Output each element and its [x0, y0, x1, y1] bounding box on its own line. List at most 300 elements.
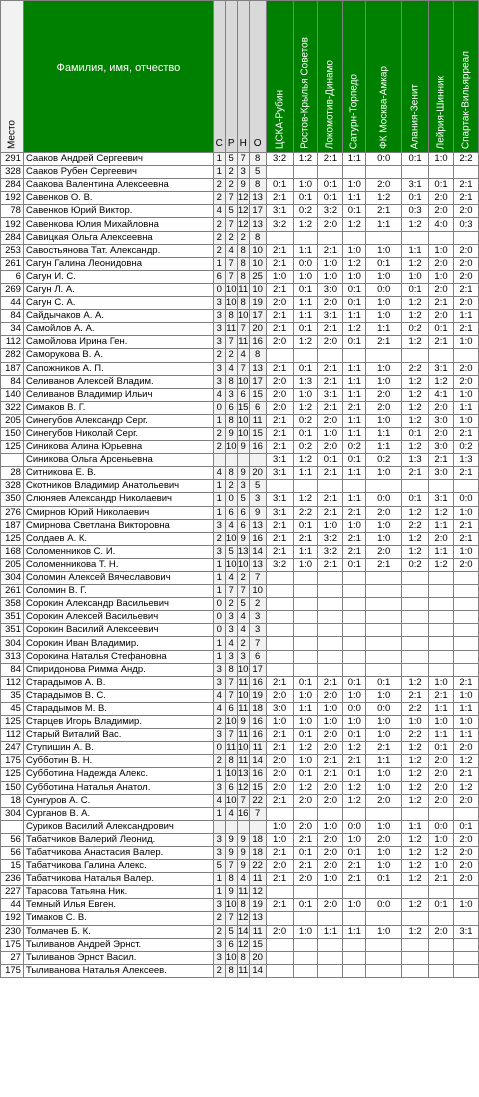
prediction-cell[interactable]: 2:0: [429, 925, 454, 938]
prediction-cell[interactable]: 2:1: [266, 899, 293, 912]
name-cell[interactable]: Савенков О. В.: [23, 192, 213, 205]
prediction-cell[interactable]: [453, 637, 478, 650]
prediction-cell[interactable]: 1:1: [402, 820, 429, 833]
prediction-cell[interactable]: 0:1: [343, 336, 366, 349]
prediction-cell[interactable]: 1:0: [366, 729, 402, 742]
stat-cell[interactable]: 2: [213, 179, 225, 192]
stat-cell[interactable]: 3: [213, 362, 225, 375]
stat-cell[interactable]: 8: [237, 951, 249, 964]
prediction-cell[interactable]: [318, 807, 343, 820]
prediction-cell[interactable]: [429, 598, 454, 611]
stat-cell[interactable]: 3: [213, 938, 225, 951]
prediction-cell[interactable]: [429, 886, 454, 899]
prediction-cell[interactable]: 1:0: [343, 179, 366, 192]
prediction-cell[interactable]: 0:1: [402, 153, 429, 166]
stat-cell[interactable]: 9: [225, 833, 237, 846]
stat-cell[interactable]: 13: [249, 519, 266, 532]
prediction-cell[interactable]: [343, 624, 366, 637]
prediction-cell[interactable]: 2:1: [266, 742, 293, 755]
prediction-cell[interactable]: [293, 166, 318, 179]
prediction-cell[interactable]: 2:0: [318, 218, 343, 231]
prediction-cell[interactable]: 1:0: [318, 257, 343, 270]
prediction-cell[interactable]: [366, 611, 402, 624]
prediction-cell[interactable]: [293, 637, 318, 650]
prediction-cell[interactable]: 2:0: [318, 860, 343, 873]
prediction-cell[interactable]: [453, 663, 478, 676]
prediction-cell[interactable]: 2:1: [429, 454, 454, 467]
stat-cell[interactable]: 2: [213, 964, 225, 977]
stat-cell[interactable]: 3: [213, 951, 225, 964]
stat-cell[interactable]: 3: [213, 729, 225, 742]
prediction-cell[interactable]: 3:2: [318, 532, 343, 545]
place-cell[interactable]: 18: [1, 794, 24, 807]
stat-cell[interactable]: 4: [225, 244, 237, 257]
name-cell[interactable]: Табатчикова Галина Алекс.: [23, 860, 213, 873]
stat-cell[interactable]: 13: [237, 545, 249, 557]
name-cell[interactable]: Ситникова Е. В.: [23, 467, 213, 480]
prediction-cell[interactable]: 1:0: [293, 270, 318, 283]
stat-cell[interactable]: 2: [237, 572, 249, 585]
prediction-cell[interactable]: 1:2: [402, 532, 429, 545]
prediction-cell[interactable]: [343, 349, 366, 362]
prediction-cell[interactable]: 2:1: [266, 427, 293, 440]
prediction-cell[interactable]: 2:1: [266, 362, 293, 375]
prediction-cell[interactable]: [402, 624, 429, 637]
prediction-cell[interactable]: [266, 611, 293, 624]
prediction-cell[interactable]: 2:2: [402, 702, 429, 715]
match-header-3[interactable]: [318, 1, 343, 153]
prediction-cell[interactable]: 1:2: [402, 257, 429, 270]
prediction-cell[interactable]: 2:1: [429, 689, 454, 702]
place-header[interactable]: [1, 1, 24, 153]
prediction-cell[interactable]: 2:0: [318, 729, 343, 742]
stat-cell[interactable]: 10: [237, 375, 249, 387]
prediction-cell[interactable]: [366, 637, 402, 650]
prediction-cell[interactable]: [343, 807, 366, 820]
stat-cell[interactable]: 22: [249, 794, 266, 807]
prediction-cell[interactable]: 1:0: [366, 270, 402, 283]
prediction-cell[interactable]: 0:1: [429, 323, 454, 336]
stat-cell[interactable]: 10: [249, 244, 266, 257]
prediction-cell[interactable]: 1:0: [453, 899, 478, 912]
stat-cell[interactable]: 8: [249, 231, 266, 244]
stat-cell[interactable]: 11: [249, 742, 266, 755]
prediction-cell[interactable]: 0:0: [453, 493, 478, 506]
stat-cell[interactable]: 8: [237, 257, 249, 270]
prediction-cell[interactable]: 1:2: [429, 375, 454, 388]
stat-cell[interactable]: 3: [213, 676, 225, 689]
name-cell[interactable]: Сааков Андрей Сергеевич: [23, 153, 213, 166]
prediction-cell[interactable]: 0:1: [266, 179, 293, 192]
prediction-cell[interactable]: 0:2: [293, 205, 318, 218]
stat-cell[interactable]: 0: [225, 493, 237, 506]
prediction-cell[interactable]: 0:1: [318, 179, 343, 192]
prediction-cell[interactable]: 0:1: [343, 846, 366, 859]
prediction-cell[interactable]: [429, 938, 454, 951]
place-cell[interactable]: [1, 454, 24, 467]
stat-cell[interactable]: 4: [213, 467, 225, 480]
stat-cell[interactable]: 0: [213, 624, 225, 637]
name-cell[interactable]: Старадымов А. В.: [23, 676, 213, 689]
stat-cell[interactable]: 16: [249, 716, 266, 729]
prediction-cell[interactable]: 2:0: [293, 794, 318, 807]
stat-cell[interactable]: 11: [238, 702, 249, 714]
prediction-cell[interactable]: 1:0: [318, 519, 343, 532]
stat-cell[interactable]: 10: [237, 558, 249, 570]
prediction-cell[interactable]: 2:0: [366, 506, 402, 519]
prediction-cell[interactable]: 2:1: [266, 283, 293, 296]
prediction-cell[interactable]: [343, 951, 366, 964]
stat-cell[interactable]: 4: [225, 637, 237, 650]
prediction-cell[interactable]: 1:2: [343, 781, 366, 794]
prediction-cell[interactable]: 2:0: [266, 768, 293, 781]
stat-cell[interactable]: 2: [213, 441, 225, 454]
prediction-cell[interactable]: 0:1: [293, 362, 318, 375]
stat-cell[interactable]: 16: [249, 336, 266, 349]
stat-cell[interactable]: 3: [249, 624, 266, 637]
prediction-cell[interactable]: 0:1: [453, 820, 478, 833]
prediction-cell[interactable]: 3:2: [266, 218, 293, 231]
prediction-cell[interactable]: 2:0: [293, 820, 318, 833]
prediction-cell[interactable]: 2:2: [402, 519, 429, 532]
prediction-cell[interactable]: 2:1: [453, 532, 478, 545]
stat-cell[interactable]: 10: [225, 899, 237, 911]
stat-cell[interactable]: 5: [249, 480, 266, 493]
stat-cell[interactable]: 2: [213, 349, 225, 362]
place-cell[interactable]: 45: [1, 702, 24, 715]
prediction-cell[interactable]: [266, 650, 293, 663]
prediction-cell[interactable]: [429, 663, 454, 676]
prediction-cell[interactable]: [453, 964, 478, 977]
stat-cell[interactable]: 3: [225, 650, 237, 663]
name-cell[interactable]: Синегубов Николай Серг.: [23, 427, 213, 440]
prediction-cell[interactable]: 2:0: [429, 781, 454, 794]
prediction-cell[interactable]: 2:0: [366, 833, 402, 846]
place-cell[interactable]: 6: [1, 270, 24, 283]
stat-cell[interactable]: 8: [225, 467, 237, 480]
prediction-cell[interactable]: [402, 166, 429, 179]
prediction-cell[interactable]: 1:0: [366, 519, 402, 532]
prediction-cell[interactable]: [402, 938, 429, 951]
stat-cell[interactable]: 6: [225, 781, 237, 794]
prediction-cell[interactable]: [266, 912, 293, 925]
name-cell[interactable]: Синегубов Александр Серг.: [23, 414, 213, 427]
place-cell[interactable]: 328: [1, 480, 24, 493]
prediction-cell[interactable]: 2:1: [453, 323, 478, 336]
prediction-cell[interactable]: 2:1: [318, 244, 343, 257]
prediction-cell[interactable]: [366, 650, 402, 663]
prediction-cell[interactable]: [343, 964, 366, 977]
prediction-cell[interactable]: 0:1: [429, 742, 454, 755]
stat-cell[interactable]: 25: [249, 270, 266, 283]
prediction-cell[interactable]: 1:2: [402, 336, 429, 349]
stat-cell[interactable]: 2: [213, 912, 225, 925]
prediction-cell[interactable]: 1:0: [453, 506, 478, 519]
prediction-cell[interactable]: 1:0: [429, 716, 454, 729]
stat-cell[interactable]: 6: [225, 506, 237, 519]
stat-cell[interactable]: 2: [237, 637, 249, 650]
name-cell[interactable]: Суриков Василий Александрович: [23, 820, 213, 833]
name-cell[interactable]: Табатчиков Валерий Леонид.: [23, 833, 213, 846]
prediction-cell[interactable]: 2:1: [318, 401, 343, 414]
prediction-cell[interactable]: [366, 951, 402, 964]
prediction-cell[interactable]: 2:0: [429, 794, 454, 807]
place-cell[interactable]: 34: [1, 323, 24, 336]
prediction-cell[interactable]: [402, 480, 429, 493]
prediction-cell[interactable]: 2:1: [318, 755, 343, 768]
prediction-cell[interactable]: 0:1: [293, 768, 318, 781]
prediction-cell[interactable]: 1:2: [402, 794, 429, 807]
prediction-cell[interactable]: [453, 166, 478, 179]
stat-cell[interactable]: 7: [237, 362, 249, 375]
prediction-cell[interactable]: [402, 231, 429, 244]
prediction-cell[interactable]: 0:1: [343, 676, 366, 689]
stat-cell[interactable]: [213, 454, 225, 467]
prediction-cell[interactable]: 1:2: [293, 742, 318, 755]
prediction-cell[interactable]: [318, 166, 343, 179]
prediction-cell[interactable]: [453, 598, 478, 611]
stat-cell[interactable]: 7: [225, 729, 237, 742]
prediction-cell[interactable]: 2:1: [266, 323, 293, 336]
prediction-cell[interactable]: 1:1: [293, 702, 318, 715]
prediction-cell[interactable]: 1:2: [402, 676, 429, 689]
place-cell[interactable]: 304: [1, 572, 24, 585]
stat-cell[interactable]: 2: [213, 231, 225, 244]
name-cell[interactable]: Тыливанов Эрнст Васил.: [23, 951, 213, 964]
prediction-cell[interactable]: 2:1: [266, 873, 293, 886]
stat-cell[interactable]: 10: [225, 532, 237, 544]
place-cell[interactable]: 253: [1, 244, 24, 257]
prediction-cell[interactable]: [266, 572, 293, 585]
stat-cell[interactable]: 10: [237, 663, 249, 675]
stat-cell[interactable]: 1: [213, 572, 225, 585]
stat-cell[interactable]: 7: [237, 794, 249, 807]
prediction-cell[interactable]: 2:0: [453, 558, 478, 571]
prediction-cell[interactable]: 1:0: [366, 781, 402, 794]
prediction-cell[interactable]: 2:0: [266, 925, 293, 938]
prediction-cell[interactable]: 1:0: [318, 702, 343, 715]
prediction-cell[interactable]: 3:2: [266, 558, 293, 571]
stat-cell[interactable]: 10: [237, 689, 249, 701]
prediction-cell[interactable]: 2:1: [366, 558, 402, 571]
place-cell[interactable]: 269: [1, 283, 24, 296]
stat-cell[interactable]: 19: [249, 297, 266, 310]
prediction-cell[interactable]: [343, 912, 366, 925]
place-cell[interactable]: 350: [1, 493, 24, 506]
prediction-cell[interactable]: 2:0: [453, 297, 478, 310]
stat-cell[interactable]: 7: [225, 585, 237, 598]
prediction-cell[interactable]: [266, 166, 293, 179]
prediction-cell[interactable]: [318, 912, 343, 925]
prediction-cell[interactable]: [453, 938, 478, 951]
place-cell[interactable]: 282: [1, 349, 24, 362]
prediction-cell[interactable]: 0:3: [453, 218, 478, 231]
prediction-cell[interactable]: 1:0: [343, 689, 366, 702]
name-cell[interactable]: Савенков Юрий Виктор.: [23, 205, 213, 218]
stat-cell[interactable]: 4: [213, 205, 225, 218]
prediction-cell[interactable]: [266, 938, 293, 951]
prediction-cell[interactable]: 1:0: [429, 833, 454, 846]
prediction-cell[interactable]: 2:1: [343, 860, 366, 873]
stat-cell[interactable]: 5: [225, 545, 237, 558]
stat-cell[interactable]: 7: [225, 192, 237, 205]
stat-cell[interactable]: [249, 454, 266, 467]
prediction-cell[interactable]: 1:0: [366, 375, 402, 388]
stat-cell[interactable]: 2: [213, 192, 225, 205]
prediction-cell[interactable]: 2:0: [429, 755, 454, 768]
stat-cell[interactable]: [237, 820, 249, 833]
stat-cell[interactable]: 7: [249, 572, 266, 585]
stat-cell[interactable]: 11: [226, 742, 237, 754]
stat-cell[interactable]: 10: [225, 297, 237, 309]
name-cell[interactable]: Сагун Л. А.: [23, 283, 213, 296]
name-cell[interactable]: Савенкова Юлия Михайловна: [23, 218, 213, 231]
prediction-cell[interactable]: 1:1: [366, 427, 402, 440]
prediction-cell[interactable]: [429, 624, 454, 637]
prediction-cell[interactable]: [266, 480, 293, 493]
stat-cell[interactable]: 12: [237, 912, 249, 924]
prediction-cell[interactable]: 0:0: [366, 899, 402, 912]
stat-cell[interactable]: 10: [249, 585, 266, 598]
prediction-cell[interactable]: [318, 572, 343, 585]
place-cell[interactable]: 284: [1, 231, 24, 244]
prediction-cell[interactable]: 1:0: [266, 270, 293, 283]
prediction-cell[interactable]: 1:2: [402, 297, 429, 310]
name-cell[interactable]: Темный Илья Евген.: [23, 899, 213, 912]
prediction-cell[interactable]: [293, 663, 318, 676]
prediction-cell[interactable]: 1:1: [343, 388, 366, 401]
prediction-cell[interactable]: 0:2: [402, 558, 429, 571]
prediction-cell[interactable]: 1:0: [429, 244, 454, 257]
stat-cell[interactable]: 7: [225, 676, 237, 689]
prediction-cell[interactable]: 0:0: [366, 153, 402, 166]
prediction-cell[interactable]: 1:0: [318, 427, 343, 440]
prediction-cell[interactable]: 0:2: [453, 441, 478, 454]
stat-cell[interactable]: 16: [249, 676, 266, 689]
place-cell[interactable]: 112: [1, 729, 24, 742]
prediction-cell[interactable]: [453, 585, 478, 598]
prediction-cell[interactable]: [429, 349, 454, 362]
prediction-cell[interactable]: 0:1: [343, 729, 366, 742]
stat-cell[interactable]: 3: [213, 899, 225, 912]
prediction-cell[interactable]: 2:0: [429, 532, 454, 545]
prediction-cell[interactable]: 1:1: [293, 244, 318, 257]
stat-cell[interactable]: 7: [237, 323, 249, 336]
stat-cell[interactable]: 11: [238, 729, 249, 741]
prediction-cell[interactable]: 0:1: [402, 427, 429, 440]
match-header-2[interactable]: [293, 1, 318, 153]
prediction-cell[interactable]: [402, 637, 429, 650]
stat-cell[interactable]: 4: [237, 873, 249, 886]
prediction-cell[interactable]: 0:1: [343, 205, 366, 218]
name-cell[interactable]: Самойлов А. А.: [23, 323, 213, 336]
stat-cell[interactable]: 6: [225, 702, 237, 715]
stat-cell[interactable]: 6: [249, 401, 266, 414]
prediction-cell[interactable]: 0:1: [429, 899, 454, 912]
prediction-cell[interactable]: 1:1: [343, 467, 366, 480]
prediction-cell[interactable]: 2:1: [402, 689, 429, 702]
stat-cell[interactable]: 7: [225, 689, 237, 702]
prediction-cell[interactable]: 1:2: [402, 768, 429, 781]
prediction-cell[interactable]: 0:0: [366, 283, 402, 296]
stat-cell[interactable]: 15: [249, 388, 266, 401]
prediction-cell[interactable]: [402, 349, 429, 362]
place-cell[interactable]: 192: [1, 218, 24, 231]
stat-cell[interactable]: 8: [225, 375, 237, 388]
prediction-cell[interactable]: 1:0: [366, 310, 402, 323]
stat-cell[interactable]: 11: [238, 283, 249, 295]
stat-cell[interactable]: 11: [249, 925, 266, 938]
prediction-cell[interactable]: 2:1: [293, 860, 318, 873]
prediction-cell[interactable]: [429, 912, 454, 925]
stat-cell[interactable]: 13: [249, 558, 266, 571]
prediction-cell[interactable]: 2:1: [318, 375, 343, 388]
name-cell[interactable]: Сапожников А. П.: [23, 362, 213, 375]
prediction-cell[interactable]: [318, 663, 343, 676]
prediction-cell[interactable]: [343, 650, 366, 663]
stat-cell[interactable]: 20: [249, 467, 266, 480]
stat-cell[interactable]: 11: [238, 676, 249, 688]
prediction-cell[interactable]: 2:0: [453, 860, 478, 873]
prediction-cell[interactable]: [429, 807, 454, 820]
prediction-cell[interactable]: 2:1: [293, 833, 318, 846]
prediction-cell[interactable]: [293, 964, 318, 977]
prediction-cell[interactable]: 2:1: [453, 519, 478, 532]
stat-cell[interactable]: 2: [225, 598, 237, 611]
prediction-cell[interactable]: 2:0: [453, 375, 478, 388]
prediction-cell[interactable]: 2:0: [318, 441, 343, 454]
name-cell[interactable]: Старадымов В. С.: [23, 689, 213, 702]
prediction-cell[interactable]: [366, 598, 402, 611]
prediction-cell[interactable]: 2:1: [266, 676, 293, 689]
prediction-cell[interactable]: 2:1: [402, 467, 429, 480]
stat-cell[interactable]: 7: [225, 270, 237, 283]
prediction-cell[interactable]: 2:1: [266, 519, 293, 532]
name-cell[interactable]: Соломенникова Т. Н.: [23, 558, 213, 571]
prediction-cell[interactable]: 0:1: [293, 676, 318, 689]
prediction-cell[interactable]: [402, 585, 429, 598]
prediction-cell[interactable]: 2:0: [266, 860, 293, 873]
prediction-cell[interactable]: 2:0: [266, 755, 293, 768]
prediction-cell[interactable]: 1:2: [402, 388, 429, 401]
prediction-cell[interactable]: 0:0: [293, 257, 318, 270]
stat-cell[interactable]: 3: [249, 493, 266, 506]
name-cell[interactable]: Соломин В. Г.: [23, 585, 213, 598]
prediction-cell[interactable]: 0:1: [293, 519, 318, 532]
name-cell[interactable]: Симаков В. Г.: [23, 401, 213, 414]
prediction-cell[interactable]: [293, 886, 318, 899]
prediction-cell[interactable]: 1:0: [453, 689, 478, 702]
prediction-cell[interactable]: 2:1: [318, 676, 343, 689]
stat-cell[interactable]: 19: [249, 689, 266, 702]
prediction-cell[interactable]: 3:1: [402, 179, 429, 192]
prediction-cell[interactable]: 1:0: [402, 716, 429, 729]
prediction-cell[interactable]: 1:1: [343, 362, 366, 375]
prediction-cell[interactable]: [402, 611, 429, 624]
prediction-cell[interactable]: 1:0: [366, 716, 402, 729]
stat-cell[interactable]: 11: [226, 323, 237, 335]
prediction-cell[interactable]: 0:0: [343, 702, 366, 715]
place-cell[interactable]: 168: [1, 545, 24, 558]
prediction-cell[interactable]: 1:0: [293, 558, 318, 571]
prediction-cell[interactable]: 1:2: [343, 257, 366, 270]
prediction-cell[interactable]: 0:1: [402, 283, 429, 296]
prediction-cell[interactable]: 1:3: [453, 454, 478, 467]
prediction-cell[interactable]: 1:3: [402, 454, 429, 467]
prediction-cell[interactable]: 2:2: [453, 153, 478, 166]
prediction-cell[interactable]: 2:1: [293, 532, 318, 545]
stat-cell[interactable]: 9: [237, 846, 249, 859]
